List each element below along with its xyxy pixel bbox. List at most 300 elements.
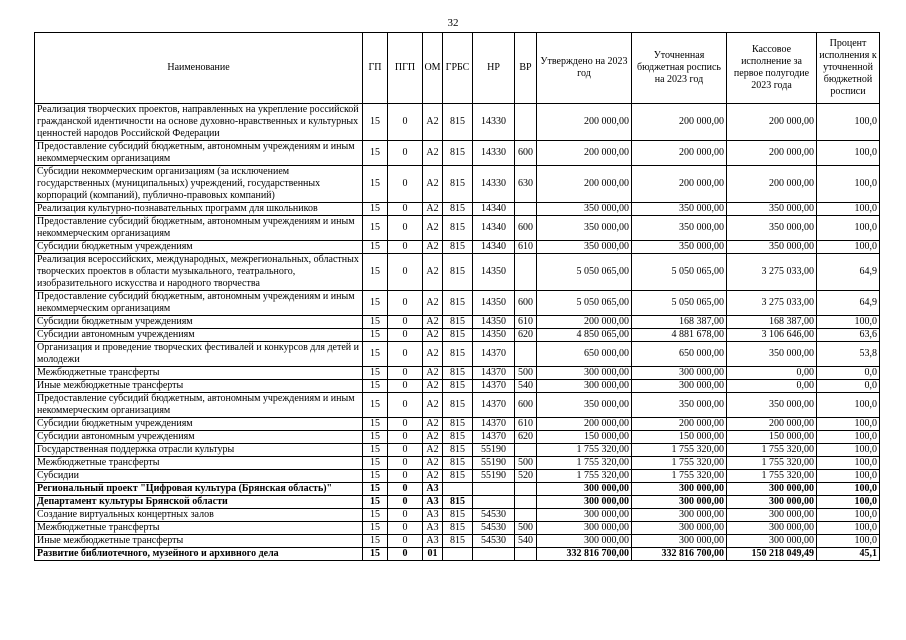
cell-approved: 300 000,00 [537,367,632,380]
cell-vr [515,509,537,522]
cell-approved: 300 000,00 [537,509,632,522]
cell-om: А2 [423,254,443,291]
cell-gp: 15 [363,291,388,316]
cell-refined: 332 816 700,00 [632,548,727,561]
cell-ppgp: 0 [388,522,423,535]
cell-approved: 1 755 320,00 [537,470,632,483]
cell-approved: 200 000,00 [537,418,632,431]
cell-cash: 1 755 320,00 [727,457,817,470]
cell-om: А2 [423,342,443,367]
cell-om: А2 [423,291,443,316]
cell-approved: 300 000,00 [537,522,632,535]
cell-cash: 350 000,00 [727,342,817,367]
table-row [35,166,880,203]
cell-om: А3 [423,535,443,548]
cell-grbs: 815 [443,203,473,216]
cell-grbs [443,548,473,561]
cell-gp: 15 [363,535,388,548]
cell-ppgp: 0 [388,166,423,203]
cell-refined: 300 000,00 [632,367,727,380]
cell-ppgp: 0 [388,241,423,254]
cell-cash: 200 000,00 [727,418,817,431]
cell-cash: 300 000,00 [727,522,817,535]
cell-gp: 15 [363,509,388,522]
cell-approved: 650 000,00 [537,342,632,367]
cell-grbs: 815 [443,104,473,141]
cell-gp: 15 [363,367,388,380]
table-row [35,444,880,457]
cell-cash: 150 000,00 [727,431,817,444]
cell-refined: 200 000,00 [632,166,727,203]
cell-percent: 100,0 [817,316,880,329]
cell-grbs: 815 [443,535,473,548]
col-header-name: Наименование [35,33,363,104]
cell-refined: 650 000,00 [632,342,727,367]
cell-name: Создание виртуальных концертных залов [35,509,363,522]
cell-vr: 600 [515,141,537,166]
cell-ppgp: 0 [388,316,423,329]
cell-grbs [443,483,473,496]
cell-gp: 15 [363,329,388,342]
cell-cash: 0,00 [727,380,817,393]
cell-approved: 350 000,00 [537,241,632,254]
cell-name: Субсидии [35,470,363,483]
cell-ppgp: 0 [388,254,423,291]
cell-np: 14370 [473,431,515,444]
cell-vr [515,104,537,141]
cell-ppgp: 0 [388,548,423,561]
cell-om: А2 [423,141,443,166]
cell-cash: 300 000,00 [727,535,817,548]
cell-np: 14350 [473,316,515,329]
cell-gp: 15 [363,104,388,141]
cell-refined: 300 000,00 [632,483,727,496]
cell-refined: 5 050 065,00 [632,254,727,291]
col-header-np: НР [473,33,515,104]
cell-approved: 200 000,00 [537,141,632,166]
cell-name: Реализация всероссийских, международных, межрегиональных, областных творческих проектов в области музыкального, театрального, изобразительного искусства и народного творчества [35,254,363,291]
cell-cash: 300 000,00 [727,483,817,496]
cell-ppgp: 0 [388,329,423,342]
cell-vr: 540 [515,380,537,393]
cell-vr: 500 [515,522,537,535]
cell-gp: 15 [363,166,388,203]
cell-grbs: 815 [443,470,473,483]
table-row [35,522,880,535]
cell-refined: 200 000,00 [632,418,727,431]
cell-vr: 610 [515,241,537,254]
cell-grbs: 815 [443,329,473,342]
cell-ppgp: 0 [388,203,423,216]
page-number: 32 [447,17,459,29]
cell-gp: 15 [363,342,388,367]
cell-refined: 1 755 320,00 [632,470,727,483]
cell-cash: 200 000,00 [727,166,817,203]
cell-vr: 500 [515,367,537,380]
table-row [35,342,880,367]
cell-vr: 630 [515,166,537,203]
table-row [35,496,880,509]
cell-approved: 300 000,00 [537,483,632,496]
cell-grbs: 815 [443,316,473,329]
cell-percent: 100,0 [817,457,880,470]
table-row [35,380,880,393]
cell-np: 14370 [473,342,515,367]
cell-grbs: 815 [443,457,473,470]
cell-refined: 300 000,00 [632,380,727,393]
cell-approved: 300 000,00 [537,496,632,509]
cell-refined: 300 000,00 [632,509,727,522]
cell-vr: 610 [515,316,537,329]
cell-refined: 1 755 320,00 [632,444,727,457]
cell-ppgp: 0 [388,444,423,457]
cell-grbs: 815 [443,509,473,522]
cell-percent: 100,0 [817,104,880,141]
table-row [35,241,880,254]
cell-np: 14350 [473,329,515,342]
cell-ppgp: 0 [388,216,423,241]
cell-np: 55190 [473,444,515,457]
cell-np [473,496,515,509]
cell-gp: 15 [363,444,388,457]
cell-grbs: 815 [443,166,473,203]
cell-om: 01 [423,548,443,561]
cell-vr [515,203,537,216]
cell-grbs: 815 [443,393,473,418]
col-header-approved: Утверждено на 2023 год [537,33,632,104]
table-row [35,418,880,431]
cell-grbs: 815 [443,496,473,509]
cell-percent: 63,6 [817,329,880,342]
col-header-cash: Кассовое исполнение за первое полугодие 2023 года [727,33,817,104]
cell-grbs: 815 [443,418,473,431]
cell-grbs: 815 [443,291,473,316]
cell-ppgp: 0 [388,342,423,367]
cell-grbs: 815 [443,216,473,241]
cell-vr [515,548,537,561]
col-header-ppgp: ПГП [388,33,423,104]
cell-gp: 15 [363,316,388,329]
cell-vr: 610 [515,418,537,431]
cell-cash: 3 275 033,00 [727,291,817,316]
cell-refined: 200 000,00 [632,141,727,166]
cell-approved: 300 000,00 [537,535,632,548]
cell-cash: 168 387,00 [727,316,817,329]
cell-refined: 5 050 065,00 [632,291,727,316]
cell-om: А3 [423,483,443,496]
cell-percent: 100,0 [817,509,880,522]
cell-approved: 350 000,00 [537,216,632,241]
table-row [35,548,880,561]
col-header-gp: ГП [363,33,388,104]
cell-om: А2 [423,104,443,141]
cell-percent: 100,0 [817,496,880,509]
cell-gp: 15 [363,470,388,483]
cell-approved: 200 000,00 [537,166,632,203]
cell-np: 14370 [473,367,515,380]
cell-om: А2 [423,241,443,254]
cell-approved: 5 050 065,00 [537,254,632,291]
cell-name: Департамент культуры Брянской области [35,496,363,509]
cell-refined: 350 000,00 [632,241,727,254]
cell-percent: 100,0 [817,535,880,548]
cell-percent: 100,0 [817,241,880,254]
col-header-om: ОМ [423,33,443,104]
cell-np: 54530 [473,509,515,522]
cell-ppgp: 0 [388,431,423,444]
cell-ppgp: 0 [388,535,423,548]
cell-approved: 1 755 320,00 [537,444,632,457]
cell-gp: 15 [363,141,388,166]
table-row [35,104,880,141]
cell-ppgp: 0 [388,470,423,483]
table-row [35,535,880,548]
cell-np: 55190 [473,470,515,483]
col-header-vr: ВР [515,33,537,104]
cell-ppgp: 0 [388,496,423,509]
cell-om: А3 [423,522,443,535]
cell-approved: 332 816 700,00 [537,548,632,561]
cell-cash: 350 000,00 [727,216,817,241]
cell-cash: 1 755 320,00 [727,444,817,457]
cell-om: А3 [423,496,443,509]
table-row [35,367,880,380]
table-row [35,254,880,291]
cell-name: Региональный проект "Цифровая культура (Брянская область)" [35,483,363,496]
table-row [35,316,880,329]
cell-np: 14340 [473,203,515,216]
cell-om: А2 [423,367,443,380]
cell-grbs: 815 [443,254,473,291]
cell-vr [515,444,537,457]
cell-name: Субсидии автономным учреждениям [35,329,363,342]
cell-cash: 300 000,00 [727,509,817,522]
cell-approved: 350 000,00 [537,203,632,216]
col-header-percent: Процент исполнения к уточненной бюджетной росписи [817,33,880,104]
cell-refined: 150 000,00 [632,431,727,444]
cell-percent: 45,1 [817,548,880,561]
cell-percent: 100,0 [817,418,880,431]
cell-cash: 0,00 [727,367,817,380]
cell-np: 55190 [473,457,515,470]
cell-percent: 100,0 [817,166,880,203]
cell-percent: 100,0 [817,522,880,535]
table-row [35,141,880,166]
cell-refined: 300 000,00 [632,535,727,548]
cell-ppgp: 0 [388,393,423,418]
table-row [35,457,880,470]
table-body [35,104,880,561]
cell-percent: 100,0 [817,141,880,166]
cell-np: 14340 [473,241,515,254]
cell-np: 14330 [473,104,515,141]
cell-percent: 53,8 [817,342,880,367]
cell-percent: 0,0 [817,380,880,393]
cell-gp: 15 [363,548,388,561]
cell-refined: 168 387,00 [632,316,727,329]
cell-om: А2 [423,418,443,431]
cell-np: 14330 [473,166,515,203]
cell-cash: 350 000,00 [727,203,817,216]
cell-om: А3 [423,509,443,522]
cell-ppgp: 0 [388,291,423,316]
cell-om: А2 [423,470,443,483]
cell-vr: 620 [515,431,537,444]
cell-gp: 15 [363,431,388,444]
cell-om: А2 [423,216,443,241]
cell-np: 54530 [473,535,515,548]
cell-name: Предоставление субсидий бюджетным, автономным учреждениям и иным некоммерческим организациям [35,141,363,166]
cell-np: 14350 [473,254,515,291]
cell-vr: 540 [515,535,537,548]
cell-percent: 100,0 [817,393,880,418]
cell-np: 14340 [473,216,515,241]
cell-vr: 600 [515,393,537,418]
cell-om: А2 [423,203,443,216]
cell-grbs: 815 [443,380,473,393]
cell-gp: 15 [363,496,388,509]
cell-name: Субсидии бюджетным учреждениям [35,316,363,329]
cell-refined: 300 000,00 [632,496,727,509]
cell-approved: 200 000,00 [537,104,632,141]
cell-vr [515,496,537,509]
cell-ppgp: 0 [388,509,423,522]
cell-np [473,483,515,496]
cell-gp: 15 [363,254,388,291]
cell-ppgp: 0 [388,104,423,141]
cell-grbs: 815 [443,367,473,380]
cell-name: Предоставление субсидий бюджетным, автономным учреждениям и иным некоммерческим организациям [35,291,363,316]
cell-gp: 15 [363,380,388,393]
cell-om: А2 [423,393,443,418]
cell-ppgp: 0 [388,418,423,431]
cell-percent: 100,0 [817,216,880,241]
cell-gp: 15 [363,522,388,535]
cell-name: Межбюджетные трансферты [35,367,363,380]
cell-refined: 350 000,00 [632,216,727,241]
cell-percent: 100,0 [817,470,880,483]
cell-name: Иные межбюджетные трансферты [35,380,363,393]
cell-ppgp: 0 [388,141,423,166]
cell-name: Субсидии некоммерческим организациям (за исключением государственных (муниципальных) учреждений, государственных корпораций (компаний), публично-правовых компаний) [35,166,363,203]
cell-vr: 500 [515,457,537,470]
cell-gp: 15 [363,216,388,241]
cell-percent: 64,9 [817,254,880,291]
cell-om: А2 [423,329,443,342]
cell-percent: 0,0 [817,367,880,380]
cell-approved: 150 000,00 [537,431,632,444]
table-row [35,329,880,342]
cell-vr: 600 [515,216,537,241]
cell-refined: 350 000,00 [632,203,727,216]
table-row [35,393,880,418]
cell-approved: 300 000,00 [537,380,632,393]
cell-gp: 15 [363,418,388,431]
cell-ppgp: 0 [388,457,423,470]
cell-cash: 350 000,00 [727,241,817,254]
cell-om: А2 [423,431,443,444]
cell-name: Реализация культурно-познавательных программ для школьников [35,203,363,216]
cell-name: Субсидии автономным учреждениям [35,431,363,444]
cell-refined: 4 881 678,00 [632,329,727,342]
budget-table [34,32,880,561]
cell-cash: 200 000,00 [727,104,817,141]
cell-cash: 1 755 320,00 [727,470,817,483]
cell-name: Межбюджетные трансферты [35,522,363,535]
cell-percent: 100,0 [817,483,880,496]
cell-name: Межбюджетные трансферты [35,457,363,470]
cell-approved: 1 755 320,00 [537,457,632,470]
table-row [35,470,880,483]
cell-name: Государственная поддержка отрасли культуры [35,444,363,457]
cell-om: А2 [423,316,443,329]
cell-vr: 520 [515,470,537,483]
cell-np: 14370 [473,380,515,393]
cell-vr [515,342,537,367]
table-row [35,216,880,241]
cell-approved: 200 000,00 [537,316,632,329]
cell-name: Предоставление субсидий бюджетным, автономным учреждениям и иным некоммерческим организациям [35,216,363,241]
cell-grbs: 815 [443,444,473,457]
cell-gp: 15 [363,241,388,254]
cell-grbs: 815 [443,342,473,367]
cell-np [473,548,515,561]
cell-ppgp: 0 [388,483,423,496]
cell-cash: 300 000,00 [727,496,817,509]
cell-name: Предоставление субсидий бюджетным, автономным учреждениям и иным некоммерческим организациям [35,393,363,418]
cell-om: А2 [423,457,443,470]
cell-cash: 350 000,00 [727,393,817,418]
cell-approved: 350 000,00 [537,393,632,418]
cell-grbs: 815 [443,141,473,166]
cell-gp: 15 [363,457,388,470]
table-row [35,203,880,216]
cell-om: А2 [423,166,443,203]
cell-grbs: 815 [443,522,473,535]
cell-name: Организация и проведение творческих фестивалей и конкурсов для детей и молодежи [35,342,363,367]
table-row [35,291,880,316]
cell-np: 14350 [473,291,515,316]
cell-gp: 15 [363,393,388,418]
cell-cash: 200 000,00 [727,141,817,166]
cell-approved: 5 050 065,00 [537,291,632,316]
cell-name: Субсидии бюджетным учреждениям [35,241,363,254]
cell-refined: 1 755 320,00 [632,457,727,470]
cell-percent: 100,0 [817,431,880,444]
cell-ppgp: 0 [388,380,423,393]
cell-name: Развитие библиотечного, музейного и архивного дела [35,548,363,561]
cell-np: 14330 [473,141,515,166]
col-header-grbs: ГРБС [443,33,473,104]
cell-np: 54530 [473,522,515,535]
cell-vr [515,254,537,291]
cell-gp: 15 [363,203,388,216]
cell-percent: 64,9 [817,291,880,316]
cell-cash: 3 275 033,00 [727,254,817,291]
cell-refined: 350 000,00 [632,393,727,418]
cell-vr: 600 [515,291,537,316]
cell-gp: 15 [363,483,388,496]
cell-np: 14370 [473,418,515,431]
table-row [35,483,880,496]
cell-vr: 620 [515,329,537,342]
cell-grbs: 815 [443,431,473,444]
table-row [35,431,880,444]
cell-om: А2 [423,444,443,457]
cell-ppgp: 0 [388,367,423,380]
cell-cash: 150 218 049,49 [727,548,817,561]
cell-cash: 3 106 646,00 [727,329,817,342]
